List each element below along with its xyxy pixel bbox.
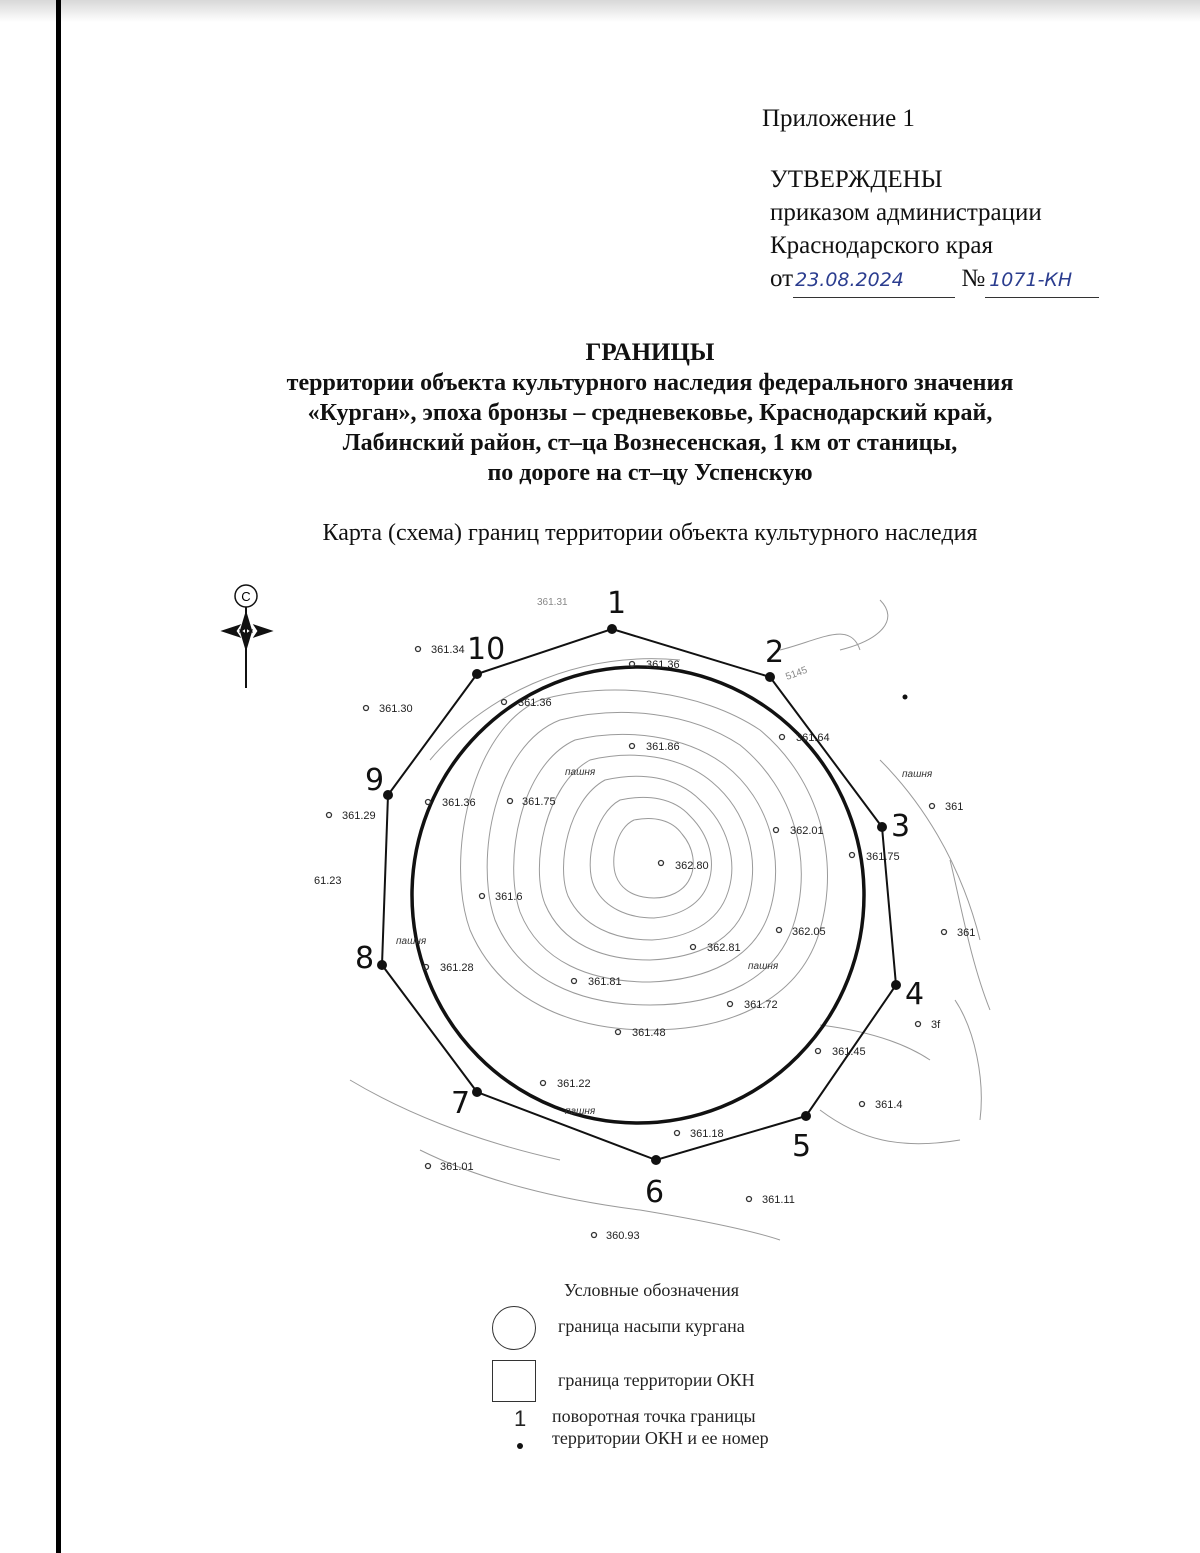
- legend-territory-boundary: граница территории ОКН: [558, 1370, 755, 1390]
- spot-marker: [903, 695, 908, 700]
- approval-line-2: Краснодарского края: [770, 232, 993, 259]
- elevation-label: 361: [957, 927, 976, 939]
- turning-point-10: [472, 669, 482, 679]
- map-caption: Карта (схема) границ территории объекта культурного наследия: [322, 520, 978, 546]
- field-label: пашня: [748, 961, 779, 972]
- title-line-1: территории объекта культурного наследия федерального значения: [286, 370, 1014, 396]
- approval-title: УТВЕРЖДЕНЫ: [770, 166, 943, 193]
- elevation-label: 361.48: [632, 1027, 666, 1039]
- elevation-label: 361.18: [690, 1128, 724, 1140]
- approval-line-1: приказом администрации: [770, 199, 1042, 226]
- elevation-label: 361.36: [518, 697, 552, 709]
- faint-elevation-label: 361.31: [537, 597, 568, 608]
- elevation-label: 361.86: [646, 741, 680, 753]
- handwritten-date: 23.08.2024: [793, 264, 955, 298]
- field-label: пашня: [902, 769, 933, 780]
- appendix-label: Приложение 1: [762, 105, 915, 132]
- elevation-label: 361.81: [588, 976, 622, 988]
- elevation-label: 361.75: [866, 851, 900, 863]
- elevation-label: 362.80: [675, 860, 709, 872]
- elevation-label: 361.11: [762, 1194, 795, 1206]
- point-label-3: 3: [891, 809, 911, 844]
- number-prefix: №: [961, 265, 986, 292]
- turning-point-legend-icon: [504, 1406, 534, 1456]
- field-label: пашня: [565, 1106, 596, 1117]
- point-label-5: 5: [792, 1129, 812, 1164]
- legend-mound-boundary: граница насыпи кургана: [558, 1316, 745, 1336]
- turning-point-1: [607, 624, 617, 634]
- elevation-label: 361.36: [442, 797, 476, 809]
- territory-boundary-legend-icon: [492, 1360, 536, 1402]
- legend-turning-point-line-2: территории ОКН и ее номер: [552, 1428, 769, 1448]
- date-prefix: от: [770, 265, 794, 292]
- legend-point-number: 1: [514, 1406, 527, 1431]
- turning-point-5: [801, 1111, 811, 1121]
- faint-contour-label: 5145: [784, 664, 809, 683]
- elevation-label: 360.93: [606, 1230, 640, 1242]
- point-label-7: 7: [451, 1086, 471, 1121]
- turning-point-3: [877, 822, 887, 832]
- field-label: пашня: [396, 936, 427, 947]
- turning-point-4: [891, 980, 901, 990]
- title-line-2: «Курган», эпоха бронзы – средневековье, Краснодарский край,: [307, 400, 993, 426]
- elevation-label: 361.01: [440, 1161, 474, 1173]
- elevation-label: 361.36: [646, 659, 680, 671]
- elevation-label: 362.81: [707, 942, 741, 954]
- handwritten-number: 1071-КН: [985, 264, 1099, 298]
- point-label-8: 8: [355, 941, 375, 976]
- elevation-label: 361.64: [796, 732, 830, 744]
- elevation-label: 362.01: [790, 825, 824, 837]
- elevation-label: 362.05: [792, 926, 826, 938]
- point-label-2: 2: [765, 635, 785, 670]
- legend-turning-point-line-1: поворотная точка границы: [552, 1406, 756, 1426]
- turning-point-7: [472, 1087, 482, 1097]
- elevation-label: 361.75: [522, 796, 556, 808]
- elevation-label: 361.29: [342, 810, 376, 822]
- title-line-4: по дороге на ст–цу Успенскую: [487, 460, 813, 486]
- elevation-label: 361.45: [832, 1046, 866, 1058]
- elevation-label: 361.22: [557, 1078, 591, 1090]
- turning-point-2: [765, 672, 775, 682]
- point-label-1: 1: [607, 586, 627, 621]
- elevation-label: 361.28: [440, 962, 474, 974]
- contour-lines: [350, 600, 990, 1240]
- field-label: пашня: [565, 767, 596, 778]
- title-line-3: Лабинский район, ст–ца Вознесенская, 1 км от станицы,: [342, 430, 958, 456]
- mound-boundary-legend-icon: [492, 1306, 536, 1350]
- turning-points: [377, 624, 901, 1165]
- title-main: ГРАНИЦЫ: [585, 339, 715, 366]
- elevation-label: 361.6: [495, 891, 523, 903]
- point-label-6: 6: [645, 1175, 665, 1210]
- point-label-9: 9: [365, 763, 385, 798]
- point-label-10: 10: [467, 632, 506, 667]
- elevation-label: 361: [945, 801, 964, 813]
- compass-label: С: [241, 589, 251, 604]
- elevation-label: 361.4: [875, 1099, 903, 1111]
- elevation-label: 361.34: [431, 644, 465, 656]
- elevation-label: 361.30: [379, 703, 413, 715]
- turning-point-8: [377, 960, 387, 970]
- turning-point-6: [651, 1155, 661, 1165]
- turning-point-9: [383, 790, 393, 800]
- territory-boundary: [382, 629, 896, 1160]
- elevation-label: 361.72: [744, 999, 778, 1011]
- elevation-label: 3f: [931, 1019, 941, 1031]
- legend-title: Условные обозначения: [564, 1280, 740, 1300]
- point-label-4: 4: [905, 977, 925, 1012]
- elevation-label: 61.23: [314, 875, 342, 887]
